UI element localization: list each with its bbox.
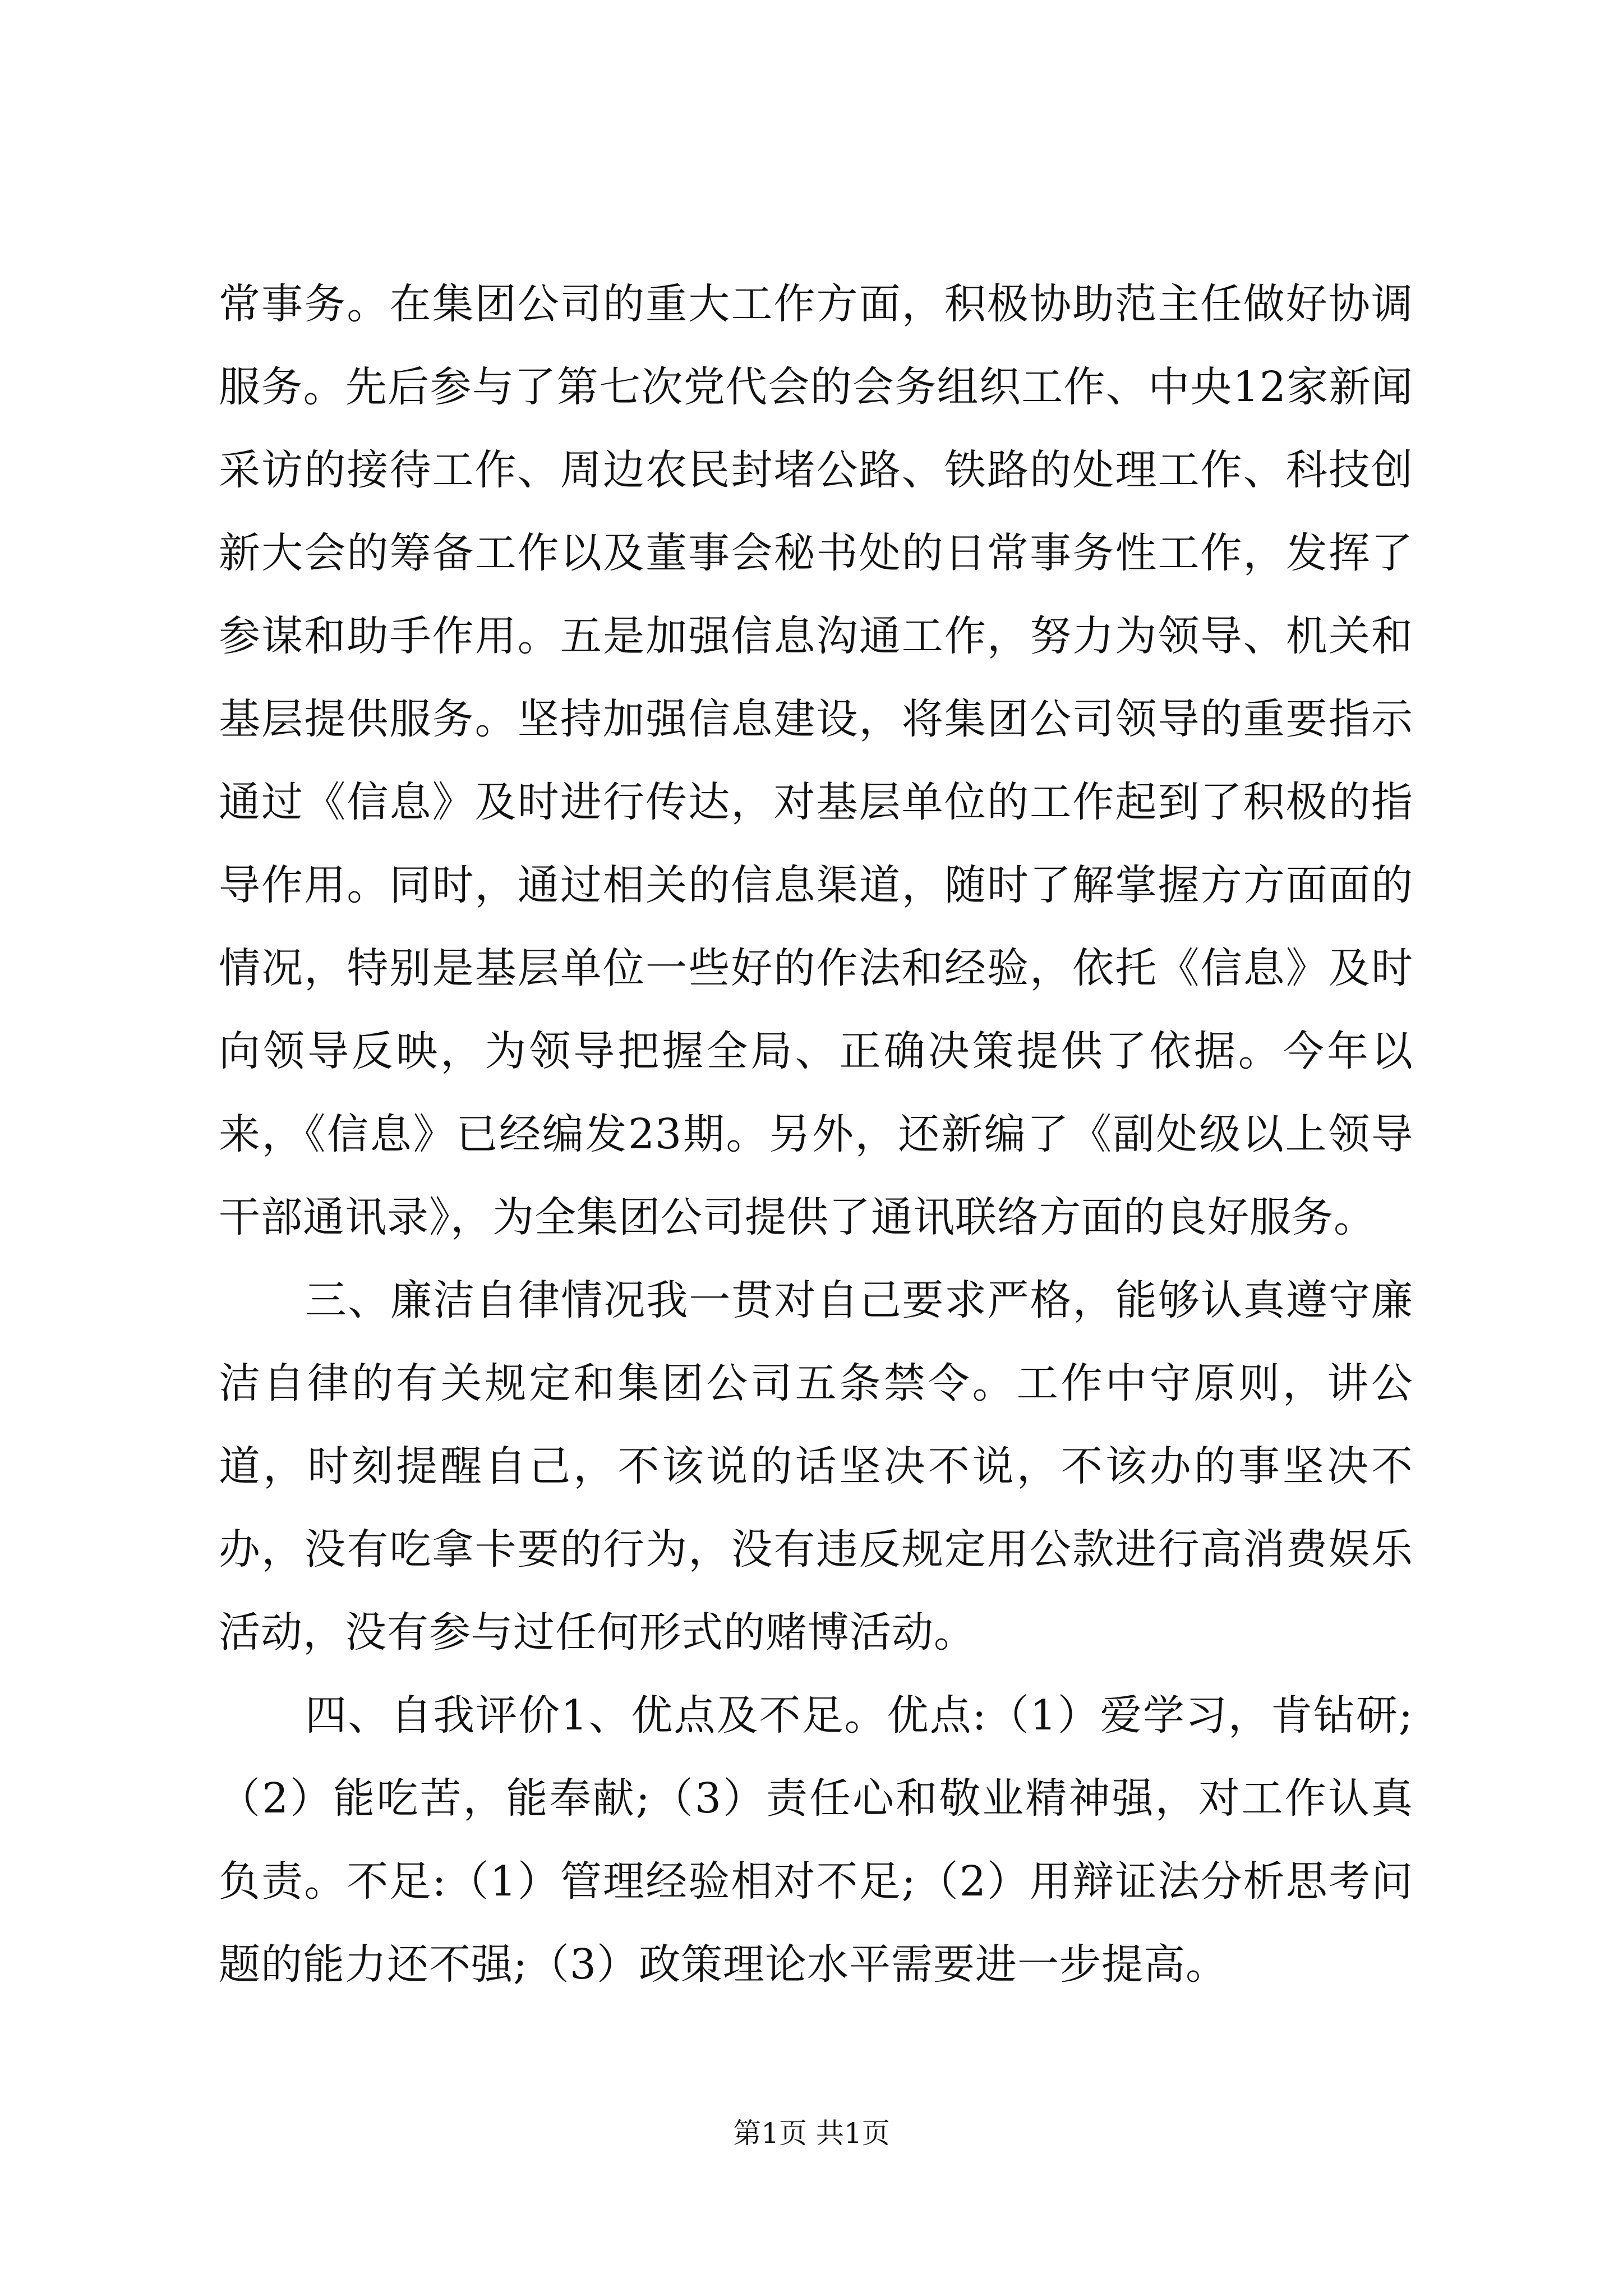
paragraph-integrity: 三、廉洁自律情况我一贯对自己要求严格，能够认真遵守廉洁自律的有关规定和集团公司五条禁令。工作中守原则，讲公道，时刻提醒自己，不该说的话坚决不说，不该办的事坚决不办，没有吃拿卡要的行为，没有违反规定用公款进行高消费娱乐活动，没有参与过任何形式的赌博活动。 [219,1276,1413,1657]
document-body [219,263,1413,2006]
page-footer: 第1页 共1页 [733,2117,890,2150]
paragraph-continuation: 常事务。在集团公司的重大工作方面，积极协助范主任做好协调服务。先后参与了第七次党代会的会务组织工作、中央12家新闻采访的接待工作、周边农民封堵公路、铁路的处理工作、科技创新大会的筹备工作以及董事会秘书处的日常事务性工作，发挥了参谋和助手作用。五是加强信息沟通工作，努力为领导、机关和基层提供服务。坚持加强信息建设，将集团公司领导的重要指示通过《信息》及时进行传达，对基层单位的工作起到了积极的指导作用。同时，通过相关的信息渠道，随时了解掌握方方面面的情况，特别是基层单位一些好的作法和经验，依托《信息》及时向领导反映，为领导把握全局、正确决策提供了依据。今年以来，《信息》已经编发23期。另外，还新编了《副处级以上领导干部通讯录》，为全集团公司提供了通讯联络方面的良好服务。 [219,280,1413,1241]
paragraph-self-evaluation: 四、自我评价1、优点及不足。优点:（1）爱学习，肯钻研;（2）能吃苦，能奉献;（3）责任心和敬业精神强，对工作认真负责。不足:（1）管理经验相对不足;（2）用辩证法分析思考问题的能力还不强;（3）政策理论水平需要进一步提高。 [219,1691,1413,1989]
